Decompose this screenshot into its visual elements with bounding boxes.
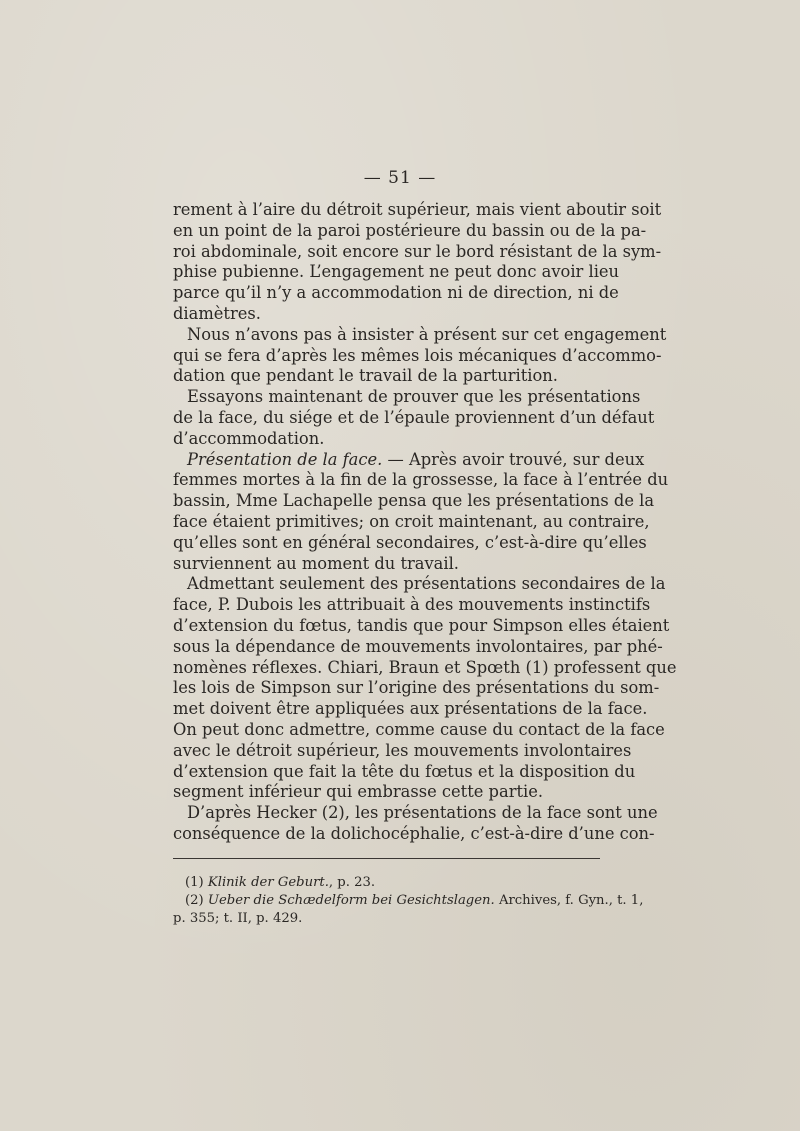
text-line: rement à l’aire du détroit supérieur, mais vient aboutir soit — [173, 200, 662, 219]
text-line: phise pubienne. L’engagement ne peut donc avoir lieu — [173, 262, 620, 282]
footnotes — [173, 874, 644, 928]
text-line: segment inférieur qui embrasse cette partie. — [173, 782, 544, 802]
text-line: roi abdominale, soit encore sur le bord résistant de la sym- — [173, 241, 662, 261]
text-line: sous la dépendance de mouvements involontaires, par phé- — [173, 636, 663, 656]
text-line: femmes mortes à la fin de la grossesse, la face à l’entrée du — [173, 470, 669, 490]
text-line: dation que pendant le travail de la parturition. — [173, 366, 558, 386]
footnote-marker: (1) — [185, 875, 204, 890]
text-line: les lois de Simpson sur l’origine des présentations du som- — [173, 678, 660, 698]
footnote-2-continuation: p. 355; t. II, p. 429. — [173, 911, 303, 926]
text-line: D’après Hecker (2), les présentations de la face sont une — [187, 803, 658, 823]
footnote-1 — [173, 874, 600, 892]
footnote-text: , p. 23. — [328, 875, 376, 890]
footnote-marker: (2) — [185, 893, 204, 908]
body-text — [173, 200, 677, 845]
text-line: conséquence de la dolichocéphalie, c’est-à-dire d’une con- — [173, 823, 655, 843]
footnote-divider — [173, 858, 600, 859]
text-line: Admettant seulement des présentations secondaires de la — [187, 574, 666, 594]
text-line: met doivent être appliquées aux présentations de la face. — [173, 699, 648, 719]
page-number: — 51 — — [363, 168, 437, 188]
text-line: d’accommodation. — [173, 428, 325, 448]
text-line: nomènes réflexes. Chiari, Braun et Spœth (1) professent que — [173, 657, 677, 677]
text-line: d’extension du fœtus, tandis que pour Simpson elles étaient — [173, 615, 670, 635]
footnote-title: Klinik der Geburt. — [207, 875, 329, 890]
text-line: bassin, Mme Lachapelle pensa que les présentations de la — [173, 491, 655, 511]
text-line: Essayons maintenant de prouver que les présentations — [187, 387, 641, 407]
text-line: parce qu’il n’y a accommodation ni de direction, ni de — [173, 283, 619, 303]
section-heading: Présentation de la face. — [187, 449, 383, 469]
text-line: qui se fera d’après les mêmes lois mécaniques d’accommo- — [173, 345, 662, 365]
footnote-title: Ueber die Schædelform bei Gesichtslagen. — [207, 893, 495, 908]
text-fragment: — Après avoir trouvé, sur deux — [387, 449, 645, 469]
text-line — [173, 449, 645, 471]
text-line: d’extension que fait la tête du fœtus et la disposition du — [173, 761, 636, 781]
text-line: surviennent au moment du travail. — [173, 553, 459, 573]
footnote-text: Archives, f. Gyn., t. 1, — [494, 893, 644, 908]
text-line: avec le détroit supérieur, les mouvements involontaires — [173, 740, 632, 760]
text-line: On peut donc admettre, comme cause du contact de la face — [173, 719, 665, 739]
text-line: face, P. Dubois les attribuait à des mouvements instinctifs — [173, 595, 651, 615]
text-line: qu’elles sont en général secondaires, c’est-à-dire qu’elles — [173, 532, 647, 552]
text-line: en un point de la paroi postérieure du bassin ou de la pa- — [173, 220, 647, 240]
text-line: face étaient primitives; on croit maintenant, au contraire, — [173, 511, 650, 531]
text-line: Nous n’avons pas à insister à présent sur cet engagement — [187, 324, 667, 344]
footnote-2 — [173, 892, 644, 910]
text-line: diamètres. — [173, 303, 261, 323]
text-line: de la face, du siége et de l’épaule proviennent d’un défaut — [173, 407, 655, 427]
